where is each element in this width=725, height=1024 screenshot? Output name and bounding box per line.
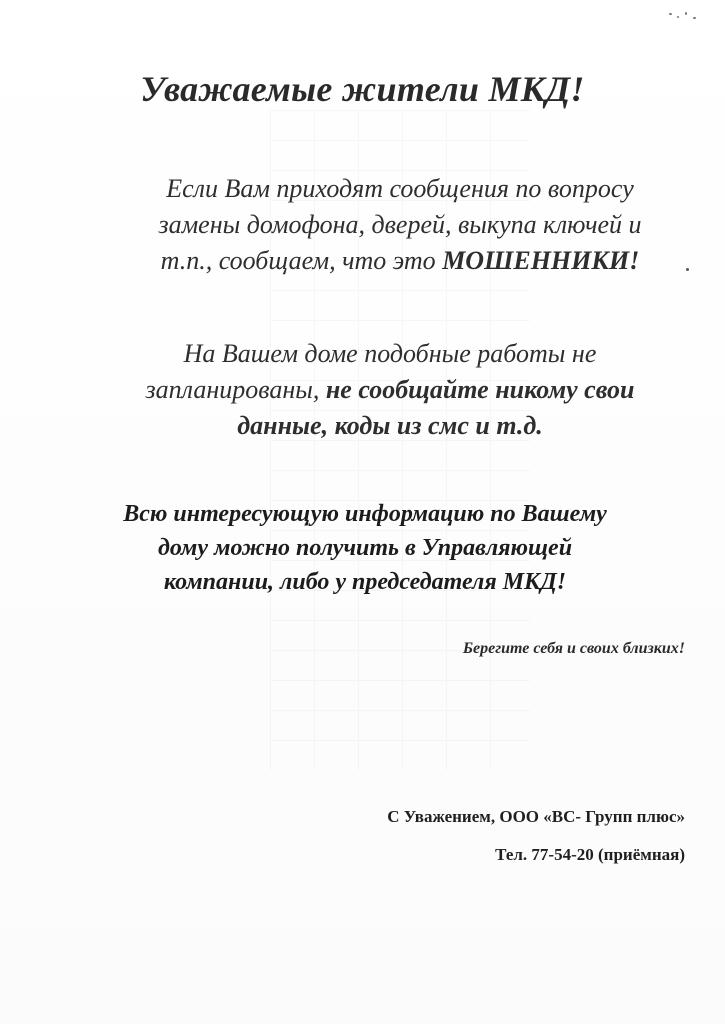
paragraph-line: Всю интересующую информацию по Вашему — [123, 501, 607, 527]
paragraph-line: дому можно получить в Управляющей — [157, 535, 573, 561]
info-source-paragraph — [55, 497, 675, 599]
do-not-share-emphasis: не сообщайте никому свои — [325, 375, 635, 404]
paragraph-line — [95, 372, 685, 408]
paragraph-line — [110, 243, 690, 279]
care-note: Берегите себя и своих близких! — [462, 640, 685, 657]
paragraph-line: данные, коды из смс и т.д. — [237, 411, 543, 440]
page-title: Уважаемые жители МКД! — [140, 69, 585, 109]
paragraph-text: запланированы, — [145, 375, 326, 404]
paragraph-line: замены домофона, дверей, выкупа ключей и — [158, 210, 642, 239]
no-works-planned-paragraph — [95, 336, 685, 444]
scam-warning-paragraph — [110, 171, 690, 279]
paragraph-line: На Вашем доме подобные работы не — [183, 339, 597, 368]
paragraph-line: компании, либо у председателя МКД! — [163, 569, 567, 595]
paragraph-text: т.п., сообщаем, что это — [160, 246, 443, 275]
signature-phone: Тел. 77-54-20 (приёмная) — [495, 845, 685, 864]
paragraph-line: Если Вам приходят сообщения по вопросу — [166, 174, 634, 203]
signature-company: С Уважением, ООО «ВС- Групп плюс» — [387, 807, 685, 826]
scammers-emphasis: МОШЕННИКИ! — [442, 246, 640, 275]
ink-dot — [686, 268, 689, 271]
paper-specks — [665, 10, 705, 24]
